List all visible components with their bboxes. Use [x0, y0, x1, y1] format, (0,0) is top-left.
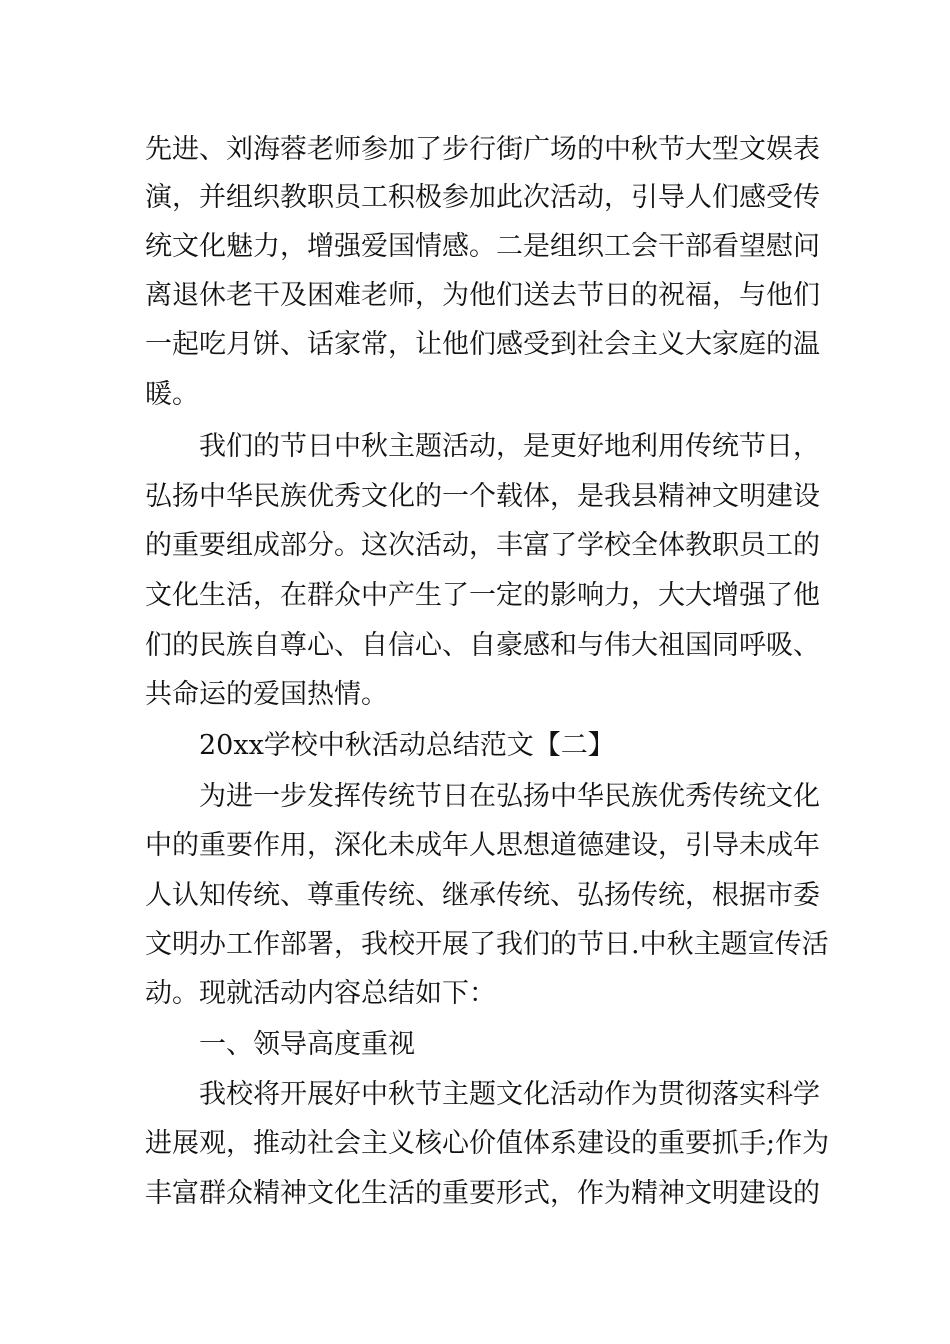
text-line: 一起吃月饼、话家常，让他们感受到社会主义大家庭的温 — [145, 329, 820, 360]
paragraph-first-line: 为进一步发挥传统节日在弘扬中华民族优秀传统文化 — [199, 781, 820, 812]
text-line: 暖。 — [145, 379, 199, 410]
text-line: 共命运的爱国热情。 — [145, 679, 388, 710]
text-line: 动。现就活动内容总结如下： — [145, 978, 496, 1009]
text-line: 先进、刘海蓉老师参加了步行街广场的中秋节大型文娱表 — [145, 134, 820, 165]
paragraph-first-line: 我校将开展好中秋节主题文化活动作为贯彻落实科学 — [199, 1079, 820, 1110]
subsection-heading: 一、领导高度重视 — [199, 1029, 415, 1060]
text-line: 们的民族自尊心、自信心、自豪感和与伟大祖国同呼吸、 — [145, 630, 820, 661]
text-line: 统文化魅力，增强爱国情感。二是组织工会干部看望慰问 — [145, 231, 820, 262]
text-line: 演，并组织教职员工积极参加此次活动，引导人们感受传 — [145, 182, 820, 213]
text-line: 进展观，推动社会主义核心价值体系建设的重要抓手;作为 — [145, 1128, 830, 1159]
section-heading: 20xx学校中秋活动总结范文【二】 — [199, 730, 615, 761]
text-line: 人认知传统、尊重传统、继承传统、弘扬传统，根据市委 — [145, 880, 820, 911]
text-line: 丰富群众精神文化生活的重要形式，作为精神文明建设的 — [145, 1178, 820, 1209]
paragraph-first-line: 我们的节日中秋主题活动，是更好地利用传统节日， — [199, 431, 820, 462]
text-line: 离退休老干及困难老师，为他们送去节日的祝福，与他们 — [145, 280, 820, 311]
text-line: 文化生活，在群众中产生了一定的影响力，大大增强了他 — [145, 580, 820, 611]
text-line: 的重要组成部分。这次活动，丰富了学校全体教职员工的 — [145, 530, 820, 561]
text-line: 文明办工作部署，我校开展了我们的节日.中秋主题宣传活 — [145, 929, 829, 960]
text-line: 弘扬中华民族优秀文化的一个载体，是我县精神文明建设 — [145, 481, 820, 512]
text-line: 中的重要作用，深化未成年人思想道德建设，引导未成年 — [145, 830, 820, 861]
